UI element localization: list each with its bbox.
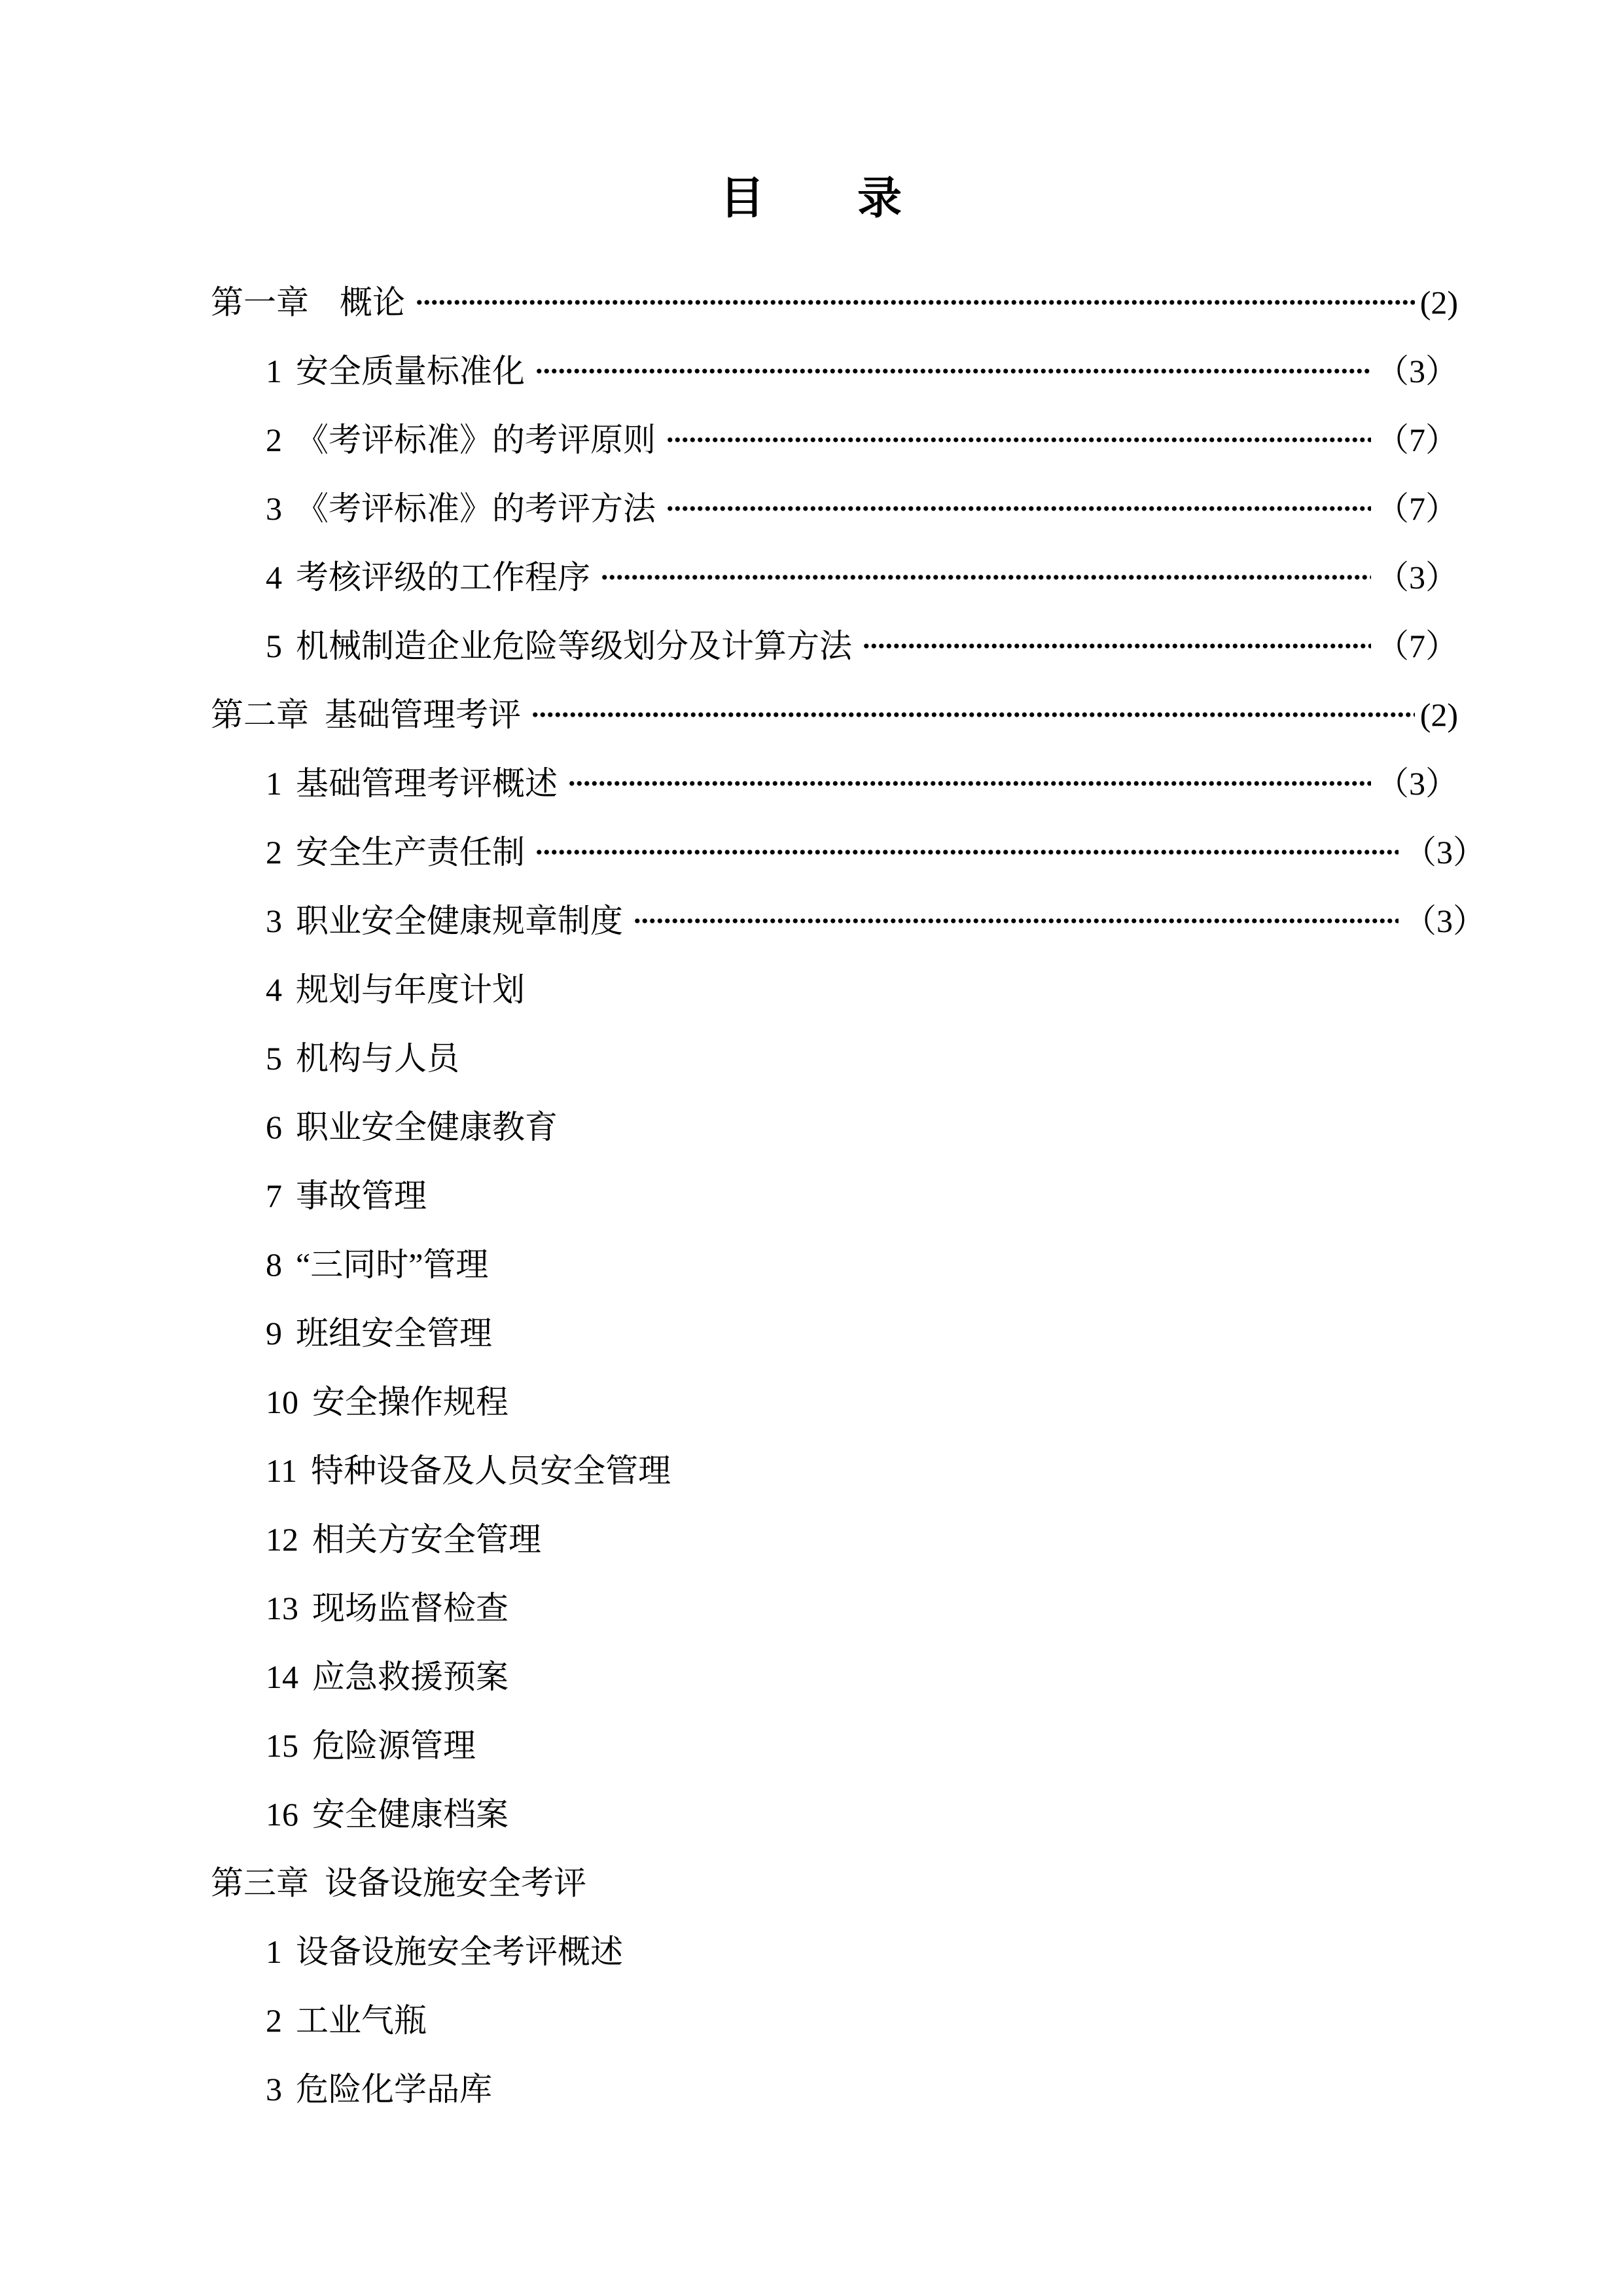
toc-item-entry (211, 1917, 1458, 1986)
toc-entry-title: 规划与年度计划 (296, 971, 525, 1008)
toc-entry-title: 现场监督检查 (312, 1589, 508, 1626)
toc-item-entry (211, 1024, 1458, 1092)
toc-entry-title: 班组安全管理 (296, 1314, 492, 1352)
page-number: （7） (1376, 490, 1458, 527)
toc-entry-title: 基础管理考评概述 (296, 764, 558, 802)
dot-leader (535, 355, 1371, 387)
toc-entry-title: 基础管理考评 (325, 696, 521, 733)
toc-chapter-entry (211, 1848, 1458, 1917)
dot-leader (863, 630, 1371, 662)
toc-entry-number: 13 (266, 1589, 298, 1626)
toc-entry-number: 4 (266, 971, 282, 1008)
toc-entry-title: 职业安全健康规章制度 (296, 902, 623, 939)
toc-item-entry (211, 749, 1458, 817)
toc-entry-number: 1 (266, 1933, 282, 1970)
page-number: （7） (1376, 421, 1458, 458)
toc-entry-number: 8 (266, 1246, 282, 1283)
toc-entry-number: 3 (266, 902, 282, 939)
toc-item-entry (211, 1436, 1458, 1505)
toc-item-entry (211, 336, 1458, 405)
toc-entry-title: 概论 (340, 283, 405, 321)
toc-chapter-label: 第三章 (211, 1864, 309, 1901)
toc-entry-number: 14 (266, 1658, 298, 1695)
toc-entry-title: 考核评级的工作程序 (296, 558, 590, 596)
toc-entry-number: 5 (266, 627, 282, 664)
toc-entry-number: 10 (266, 1383, 298, 1420)
toc-item-entry (211, 886, 1486, 955)
toc-entry-number: 4 (266, 558, 282, 596)
toc-item-entry (211, 543, 1458, 611)
toc-item-entry (211, 1780, 1458, 1848)
page-number: (2) (1419, 283, 1458, 321)
toc-entry-title: 工业气瓶 (296, 2001, 427, 2039)
toc-entry-title: 安全质量标准化 (296, 352, 525, 389)
toc-chapter-entry (211, 268, 1458, 336)
toc-entry-title: 设备设施安全考评概述 (296, 1933, 623, 1970)
toc-entry-number: 6 (266, 1108, 282, 1145)
toc-entry-title: 危险源管理 (312, 1727, 476, 1764)
toc-entry-title: 危险化学品库 (296, 2070, 492, 2108)
page-number: （7） (1376, 627, 1458, 664)
page-number: (2) (1419, 696, 1458, 733)
toc-entry-number: 15 (266, 1727, 298, 1764)
toc-item-entry (211, 474, 1458, 543)
toc-entry-number: 1 (266, 764, 282, 802)
toc-item-entry (211, 1986, 1458, 2054)
toc-item-entry (211, 955, 1458, 1024)
toc-entry-title: 安全生产责任制 (296, 833, 525, 870)
toc-entry-number: 5 (266, 1039, 282, 1077)
toc-entry-title: 机械制造企业危险等级划分及计算方法 (296, 627, 852, 664)
toc-chapter-label: 第一章 (211, 283, 309, 321)
toc-item-entry (211, 1230, 1458, 1299)
page-number: （3） (1404, 833, 1486, 870)
toc-item-entry (211, 1573, 1458, 1642)
toc-item-entry (211, 611, 1458, 680)
toc-entry-title: 职业安全健康教育 (296, 1108, 558, 1145)
page-number: （3） (1376, 764, 1458, 802)
toc-entry-title: “三同时”管理 (296, 1246, 489, 1283)
dot-leader (416, 286, 1415, 319)
toc-item-entry (211, 1299, 1458, 1367)
toc-entry-number: 9 (266, 1314, 282, 1352)
toc-entry-number: 2 (266, 2001, 282, 2039)
page-number: （3） (1376, 558, 1458, 596)
toc-item-entry (211, 1711, 1458, 1780)
page-title: 目 录 (719, 173, 903, 223)
toc-chapter-entry (211, 680, 1458, 749)
toc-item-entry (211, 405, 1458, 474)
toc-entry-title: 相关方安全管理 (312, 1520, 541, 1558)
page-number: （3） (1376, 352, 1458, 389)
toc-entry-title: 特种设备及人员安全管理 (311, 1452, 671, 1489)
toc-entry-number: 2 (266, 421, 282, 458)
toc-item-entry (211, 817, 1486, 886)
dot-leader (666, 492, 1371, 525)
toc-item-entry (211, 2054, 1458, 2123)
toc-item-entry (211, 1505, 1458, 1573)
toc-entry-number: 1 (266, 352, 282, 389)
toc-item-entry (211, 1642, 1458, 1711)
toc-entry-title: 设备设施安全考评 (325, 1864, 586, 1901)
dot-leader (531, 698, 1415, 731)
toc-entry-title: 事故管理 (296, 1177, 427, 1214)
dot-leader (535, 836, 1399, 869)
toc-item-entry (211, 1367, 1458, 1436)
dot-leader (601, 561, 1371, 594)
toc-entry-title: 应急救援预案 (312, 1658, 508, 1695)
toc-entry-title: 《考评标准》的考评方法 (296, 490, 656, 527)
dot-leader (633, 905, 1399, 937)
toc-entry-number: 2 (266, 833, 282, 870)
toc-item-entry (211, 1161, 1458, 1230)
toc-entry-title: 机构与人员 (296, 1039, 459, 1077)
toc-entry-number: 3 (266, 490, 282, 527)
dot-leader (568, 767, 1371, 800)
toc-entry-number: 12 (266, 1520, 298, 1558)
toc-chapter-label: 第二章 (211, 696, 309, 733)
toc-entry-number: 3 (266, 2070, 282, 2108)
table-of-contents (211, 268, 1486, 2123)
toc-entry-number: 7 (266, 1177, 282, 1214)
toc-entry-title: 安全操作规程 (312, 1383, 508, 1420)
toc-entry-title: 安全健康档案 (312, 1795, 508, 1833)
toc-item-entry (211, 1092, 1458, 1161)
dot-leader (666, 423, 1371, 456)
toc-entry-title: 《考评标准》的考评原则 (296, 421, 656, 458)
toc-entry-number: 16 (266, 1795, 298, 1833)
page-number: （3） (1404, 902, 1486, 939)
toc-entry-number: 11 (266, 1452, 298, 1489)
